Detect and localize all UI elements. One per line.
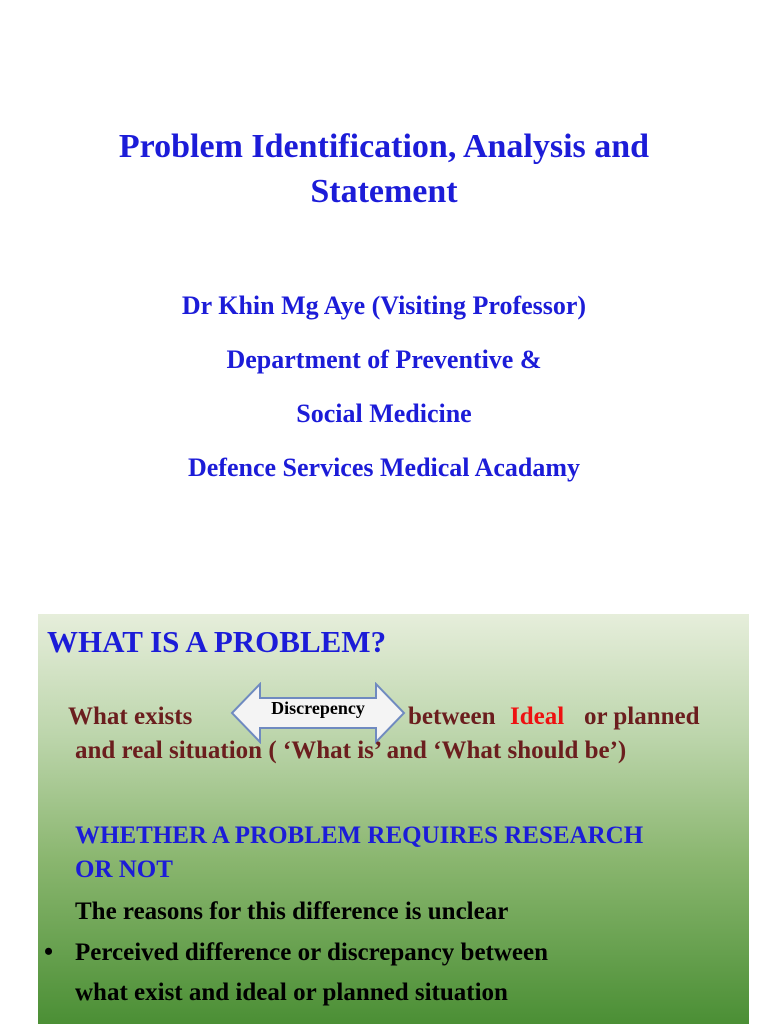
arrow-label: Discrepency: [271, 698, 365, 718]
author-line: Dr Khin Mg Aye (Visiting Professor): [181, 291, 587, 320]
slide-title: [40, 124, 728, 214]
problem-definition-slide: [38, 614, 749, 1024]
reasons-text: The reasons for this difference is unclear: [75, 898, 509, 925]
or-planned-text: or planned: [584, 703, 700, 730]
ideal-text: Ideal: [510, 703, 565, 730]
institution-line: Defence Services Medical Acadamy: [187, 453, 581, 482]
title-line-2: Statement: [310, 173, 458, 210]
discrepency-arrow: [230, 682, 406, 744]
research-question-line-1: WHETHER A PROBLEM REQUIRES RESEARCH: [75, 822, 644, 849]
bullet-icon: •: [44, 937, 54, 966]
what-exists-text: What exists: [68, 703, 193, 730]
department-line-2: Social Medicine: [296, 399, 472, 428]
title-line-1: Problem Identification, Analysis and: [118, 128, 650, 165]
real-situation-text: and real situation ( ‘What is’ and ‘What should be’): [75, 737, 627, 764]
research-question-line-2: OR NOT: [75, 856, 173, 883]
between-text: between: [408, 703, 496, 730]
department-line-1: Department of Preventive &: [226, 345, 542, 374]
slide-heading: WHAT IS A PROBLEM?: [47, 624, 387, 659]
bullet-line-1: Perceived difference or discrepancy between: [75, 939, 549, 966]
bullet-line-2: what exist and ideal or planned situation: [75, 979, 508, 1006]
